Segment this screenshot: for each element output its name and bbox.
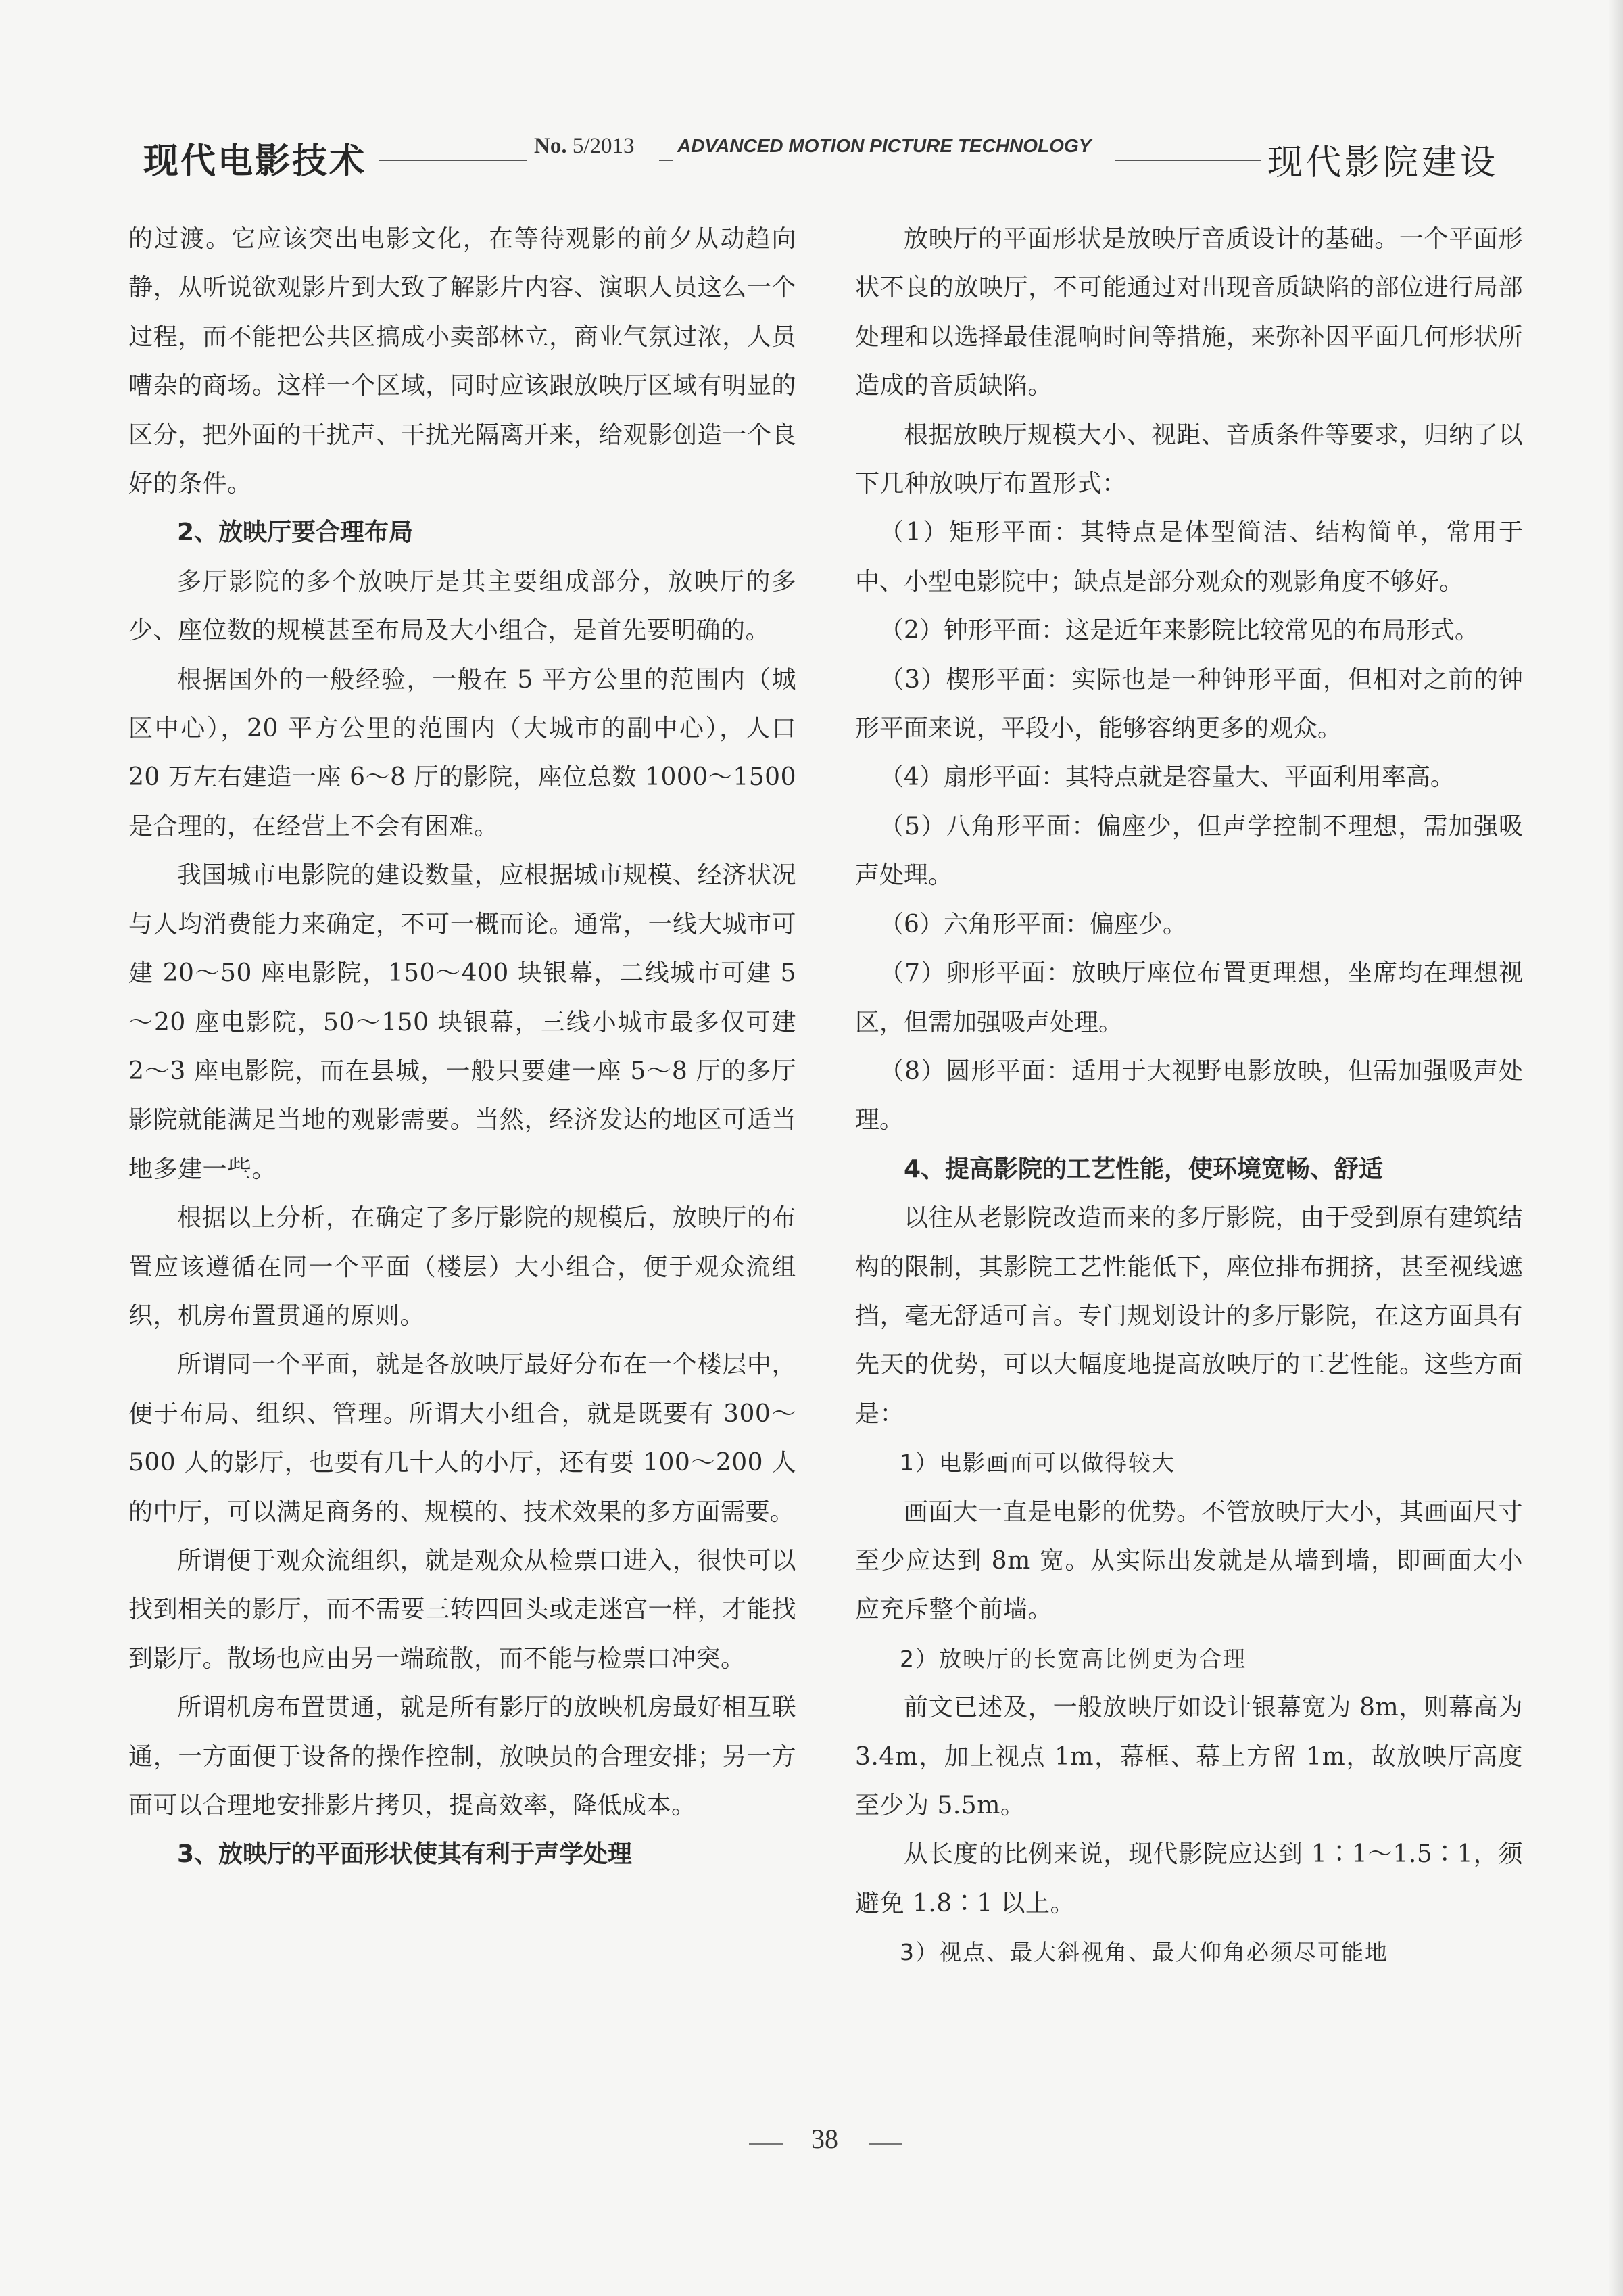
section-heading: 2、放映厅要合理布局 (177, 519, 414, 547)
right-column (855, 215, 1523, 1978)
list-item: （2）钟形平面：这是近年来影院比较常见的布局形式。 (879, 617, 1479, 645)
paragraph: 所谓同一个平面，就是各放映厅最好分布在一个楼层中，便于布局、组织、管理。所谓大小组合，就是既要有 300～500 人的影厅，也要有几十人的小厅，还有要 100～200 人的中厅，可以满足商务的、规模的、技术效果的多方面需要。 (128, 1351, 796, 1526)
page-number-dash (869, 2143, 902, 2145)
journal-title-chinese: 现代电影技术 (143, 141, 367, 182)
left-column (128, 215, 796, 1880)
running-header (0, 0, 1623, 203)
section-heading: 4、提高影院的工艺性能，使环境宽畅、舒适 (904, 1155, 1384, 1183)
paragraph: 以往从老影院改造而来的多厅影院，由于受到原有建筑结构的限制，其影院工艺性能低下，座位排布拥挤，甚至视线遮挡，毫无舒适可言。专门规划设计的多厅影院，在这方面具有先天的优势，可以大幅度地提高放映厅的工艺性能。这些方面是： (855, 1204, 1523, 1428)
list-item: （1）矩形平面：其特点是体型简洁、结构简单，常用于中、小型电影院中；缺点是部分观众的观影角度不够好。 (855, 519, 1523, 596)
section-heading: 3、放映厅的平面形状使其有利于声学处理 (177, 1840, 633, 1869)
paragraph: 所谓机房布置贯通，就是所有影厅的放映机房最好相互联通，一方面便于设备的操作控制，放映员的合理安排；另一方面可以合理地安排影片拷贝，提高效率，降低成本。 (128, 1694, 796, 1819)
header-rule (659, 160, 673, 161)
issue-label: No. (534, 134, 567, 158)
paragraph: 所谓便于观众流组织，就是观众从检票口进入，很快可以找到相关的影厅，而不需要三转四回头或走迷宫一样，才能找到影厅。散场也应由另一端疏散，而不能与检票口冲突。 (128, 1546, 796, 1673)
header-rule (379, 160, 527, 161)
paragraph: 从长度的比例来说，现代影院应达到 1∶1～1.5∶1，须避免 1.8∶1 以上。 (855, 1840, 1523, 1917)
subsection-heading: 1）电影画面可以做得较大 (900, 1450, 1176, 1477)
paragraph: 放映厅的平面形状是放映厅音质设计的基础。一个平面形状不良的放映厅，不可能通过对出现音质缺陷的部位进行局部处理和以选择最佳混响时间等措施，来弥补因平面几何形状所造成的音质缺陷。 (855, 225, 1523, 400)
journal-title-english: ADVANCED MOTION PICTURE TECHNOLOGY (677, 135, 1092, 156)
list-item: （4）扇形平面：其特点就是容量大、平面利用率高。 (879, 763, 1455, 792)
list-item: （6）六角形平面：偏座少。 (879, 910, 1187, 938)
paragraph: 根据国外的一般经验，一般在 5 平方公里的范围内（城区中心），20 平方公里的范围内（大城市的副中心），人口 20 万左右建造一座 6～8 厅的影院，座位总数 1000～1500 是合理的，在经营上不会有困难。 (128, 665, 796, 840)
paragraph: 根据放映厅规模大小、视距、音质条件等要求，归纳了以下几种放映厅布置形式： (855, 421, 1523, 498)
issue-number (534, 134, 635, 159)
paragraph: 多厅影院的多个放映厅是其主要组成部分，放映厅的多少、座位数的规模甚至布局及大小组合，是首先要明确的。 (128, 567, 796, 645)
subsection-heading: 3）视点、最大斜视角、最大仰角必须尽可能地 (900, 1939, 1388, 1966)
paragraph: 根据以上分析，在确定了多厅影院的规模后，放映厅的布置应该遵循在同一个平面（楼层）大小组合，便于观众流组织，机房布置贯通的原则。 (128, 1204, 796, 1330)
list-item: （3）楔形平面：实际也是一种钟形平面，但相对之前的钟形平面来说，平段小，能够容纳更多的观众。 (855, 665, 1523, 743)
list-item: （5）八角形平面：偏座少，但声学控制不理想，需加强吸声处理。 (855, 812, 1523, 890)
subsection-heading: 2）放映厅的长宽高比例更为合理 (900, 1645, 1246, 1672)
list-item: （7）卵形平面：放映厅座位布置更理想，坐席均在理想视区，但需加强吸声处理。 (855, 959, 1523, 1036)
section-name: 现代影院建设 (1267, 143, 1499, 183)
header-rule (1115, 160, 1261, 161)
paragraph: 我国城市电影院的建设数量，应根据城市规模、经济状况与人均消费能力来确定，不可一概而论。通常，一线大城市可建 20～50 座电影院，150～400 块银幕，二线城市可建 5～20 座电影院，50～150 块银幕，三线小城市最多仅可建 2～3 座电影院，而在县城，一般只要建一座 5～8 厅的多厅影院就能满足当地的观影需要。当然，经济发达的地区可适当地多建一些。 (128, 861, 796, 1183)
paragraph-continued: 的过渡。它应该突出电影文化，在等待观影的前夕从动趋向静，从听说欲观影片到大致了解影片内容、演职人员这么一个过程，而不能把公共区搞成小卖部林立，商业气氛过浓，人员嘈杂的商场。这样一个区域，同时应该跟放映厅区域有明显的区分，把外面的干扰声、干扰光隔离开来，给观影创造一个良好的条件。 (128, 225, 796, 498)
list-item: （8）圆形平面：适用于大视野电影放映，但需加强吸声处理。 (855, 1057, 1523, 1134)
paragraph: 画面大一直是电影的优势。不管放映厅大小，其画面尺寸至少应达到 8m 宽。从实际出发就是从墙到墙，即画面大小应充斥整个前墙。 (855, 1498, 1523, 1624)
page-number: 38 (811, 2124, 838, 2154)
issue-value: 5/2013 (572, 134, 635, 158)
paragraph: 前文已述及，一般放映厅如设计银幕宽为 8m，则幕高为 3.4m，加上视点 1m，幕框、幕上方留 1m，故放映厅高度至少为 5.5m。 (855, 1694, 1523, 1819)
page-edge-shadow (1608, 0, 1623, 2296)
